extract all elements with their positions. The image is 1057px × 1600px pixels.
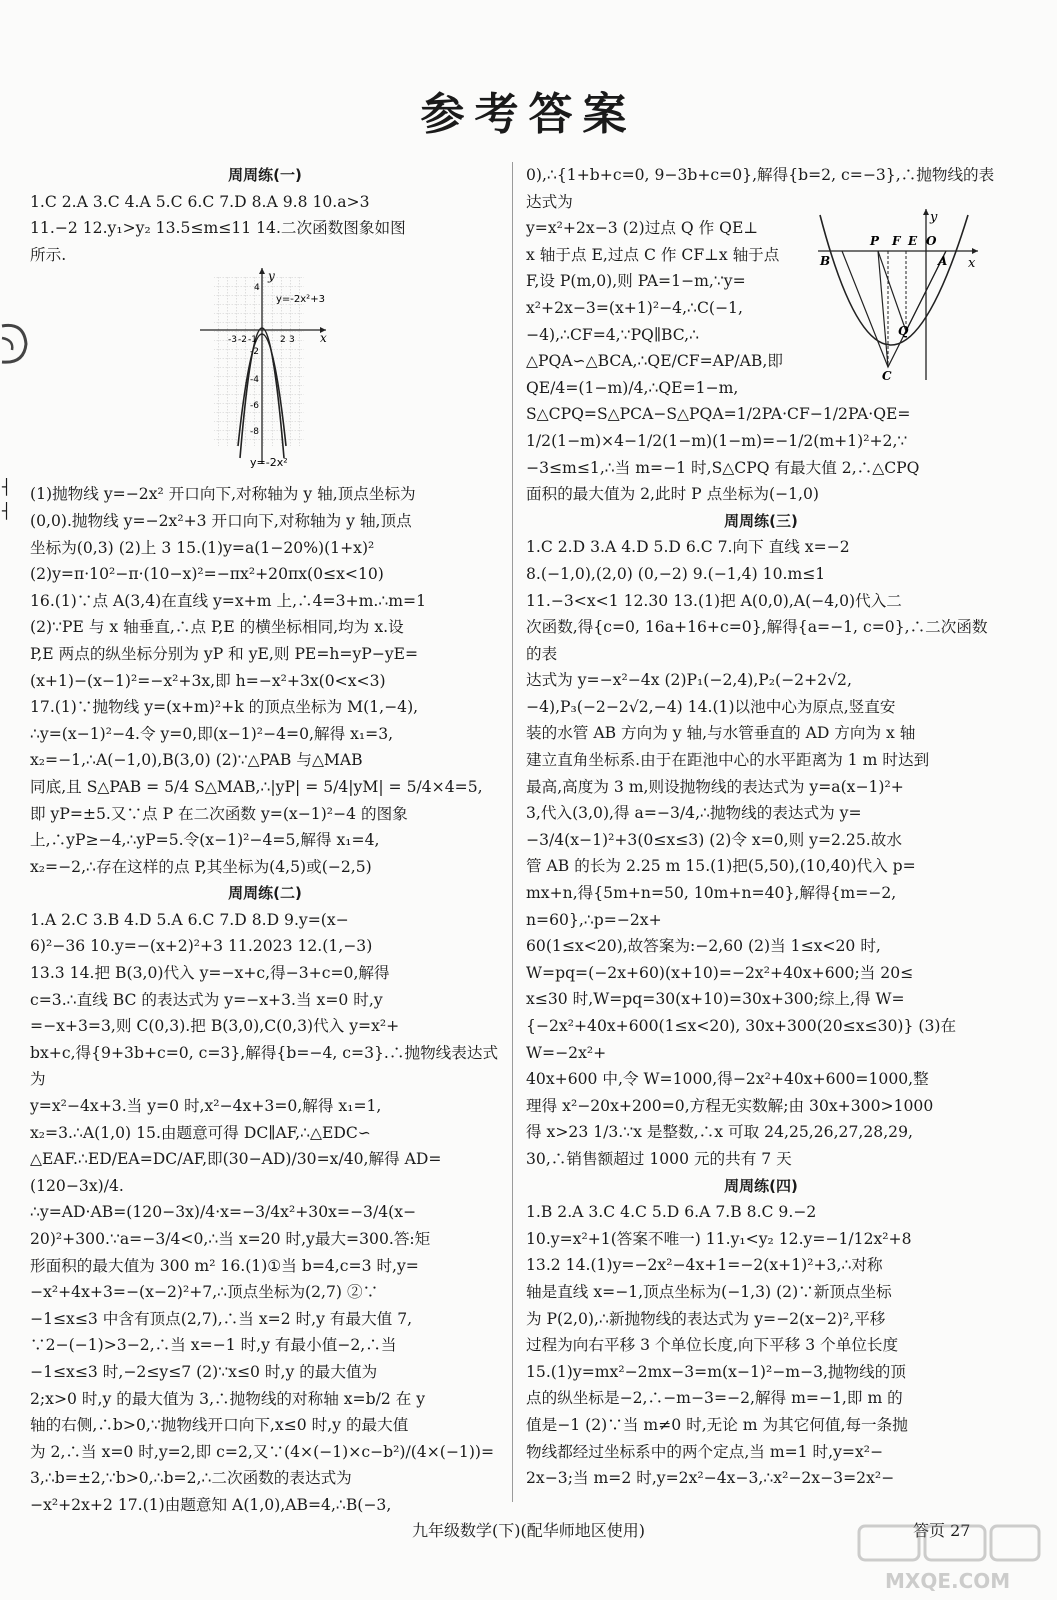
geometry-figure [818, 205, 988, 380]
text-line: 管 AB 的长为 2.25 m 15.(1)把(5,50),(10,40)代入 p= [526, 857, 916, 876]
text-line: 11.−2 12.y₁>y₂ 13.5≤m≤11 14.二次函数图象如图 [30, 219, 406, 238]
text-line: 8.(−1,0),(2,0) (0,−2) 9.(−1,4) 10.m≤1 [526, 564, 826, 583]
text-line: 次函数,得{c=0, 16a+16+c=0},解得{a=−1, c=0},∴二次函数的表 [526, 618, 988, 663]
text-line: 3,∴b=±2,∵b>0,∴b=2,∴二次函数的表达式为 [30, 1469, 352, 1488]
text-line: 1.C 2.D 3.A 4.D 5.D 6.C 7.向下 直线 x=−2 [526, 538, 850, 557]
tick-label: -3 [228, 335, 237, 345]
text-line: 理得 x²−20x+200=0,方程无实数解;由 30x+300>1000 [526, 1096, 934, 1115]
text-line: 形面积的最大值为 300 m² 16.(1)①当 b=4,c=3 时,y= [30, 1256, 419, 1275]
x-axis-label: x [968, 256, 976, 271]
text-line: 达式为 y=−x²−4x (2)P₁(−2,4),P₂(−2+2√2, [526, 671, 852, 690]
text-line: 16.(1)∵点 A(3,4)在直线 y=x+m 上,∴4=3+m.∴m=1 [30, 591, 427, 610]
text-line: 值是−1 (2)∵当 m≠0 时,无论 m 为其它何值,每一条抛 [526, 1415, 908, 1434]
watermark-logo [855, 1522, 1045, 1594]
text-line: ∵2−(−1)>3−2,∴当 x=−1 时,y 有最小值−2,∴当 [30, 1336, 397, 1355]
text-line: 轴的右侧,∴b>0,∵抛物线开口向下,x≤0 时,y 的最大值 [30, 1416, 409, 1435]
text-line: y=x²+2x−3 (2)过点 Q 作 QE⊥ [526, 219, 759, 238]
section-title: 周周练(四) [724, 1176, 798, 1195]
text-line: (2)∵PE 与 x 轴垂直,∴点 P,E 的横坐标相同,均为 x.设 [30, 618, 404, 637]
text-line: 6)²−36 10.y=−(x+2)²+3 11.2023 12.(1,−3) [30, 937, 373, 956]
text-line: W=pq=(−2x+60)(x+10)=−2x²+40x+600;当 20≤ [526, 963, 914, 982]
text-line: S△CPQ=S△PCA−S△PQA=1/2PA·CF−1/2PA·QE= [526, 405, 911, 424]
text-line: x≤30 时,W=pq=30(x+10)=30x+300;综上,得 W= [526, 990, 905, 1009]
text-line: QE/4=(1−m)/4,∴QE=1−m, [526, 378, 739, 397]
text-line: 点的纵坐标是−2,∴−m−3=−2,解得 m=−1,即 m 的 [526, 1389, 903, 1408]
text-line: −3≤m≤1,∴当 m=−1 时,S△CPQ 有最大值 2,∴△CPQ [526, 458, 920, 477]
text-line: 为 2,∴当 x=0 时,y=2,即 c=2,又∵(4×(−1)×c−b²)/(4×(−1))= [30, 1442, 495, 1461]
text-line: y=x²−4x+3.当 y=0 时,x²−4x+3=0,解得 x₁=1, [30, 1097, 382, 1116]
text-line: 物线都经过坐标系中的两个定点,当 m=1 时,y=x²− [526, 1442, 884, 1461]
text-line: 60(1≤x<20),故答案为:−2,60 (2)当 1≤x<20 时, [526, 937, 881, 956]
curve-label: y=-2x²+3 [276, 294, 325, 305]
text-line: x₂=−1,∴A(−1,0),B(3,0) (2)∵△PAB 与△MAB [30, 751, 363, 770]
text-line: mx+n,得{5m+n=50, 10m+n=40},解得{m=−2, n=60},∴p=−2x+ [526, 884, 897, 929]
section-title: 周周练(一) [228, 166, 302, 184]
text-line: 17.(1)∵抛物线 y=(x+m)²+k 的顶点坐标为 M(1,−4), [30, 698, 419, 717]
text-line: −1≤x≤3 时,−2≤y≤7 (2)∵x≤0 时,y 的最大值为 [30, 1362, 378, 1381]
text-line: 1/2(1−m)×4−1/2(1−m)(1−m)=−1/2(m+1)²+2,∵ [526, 431, 908, 450]
text-line: 1.A 2.C 3.B 4.D 5.A 6.C 7.D 8.D 9.y=(x− [30, 910, 349, 929]
page-footer: 九年级数学(下)(配华师地区使用) [412, 1521, 645, 1540]
point-label: P [870, 234, 880, 248]
point-label: B [820, 254, 831, 268]
text-line: x 轴于点 E,过点 C 作 CF⊥x 轴于点 [526, 245, 780, 264]
tick-label: -1 [248, 335, 257, 345]
tick-label: -8 [250, 427, 259, 437]
text-line: (x+1)−(x−1)²=−x²+3x,即 h=−x²+3x(0<x<3) [30, 671, 386, 690]
text-line: △EAF.∴ED/EA=DC/AF,即(30−AD)/30=x/40,解得 AD=(120−3x)/4. [30, 1150, 442, 1195]
text-line: 1.C 2.A 3.C 4.A 5.C 6.C 7.D 8.A 9.8 10.a>3 [30, 192, 370, 211]
column-divider [512, 162, 513, 1502]
text-line: 13.2 14.(1)y=−2x²−4x+1=−2(x+1)²+3,∴对称 [526, 1256, 883, 1275]
text-line: 10.y=x²+1(答案不唯一) 11.y₁<y₂ 12.y=−1/12x²+8 [526, 1229, 912, 1248]
text-line: △PQA∽△BCA,∴QE/CF=AP/AB,即 [526, 352, 783, 371]
text-line: (2)y=π·10²−π·(10−x)²=−πx²+20πx(0≤x<10) [30, 565, 384, 584]
text-line: 2x−3;当 m=2 时,y=2x²−4x−3,∴x²−2x−3=2x²− [526, 1469, 895, 1488]
text-line: {−2x²+40x+600(1≤x<20), 30x+300(20≤x≤30)} (3)在 W=−2x²+ [526, 1017, 957, 1062]
text-line: P,E 两点的纵坐标分别为 yP 和 yE,则 PE=h=yP−yE= [30, 644, 419, 663]
text-line: 同底,且 S△PAB = 5/4 S△MAB,∴|yP| = 5/4|yM| = 5/4×4=5, [30, 777, 483, 796]
point-label: E [908, 234, 918, 248]
text-line: 装的水管 AB 方向为 y 轴,与水管垂直的 AD 方向为 x 轴 [526, 724, 916, 743]
text-line: 20)²+300.∵a=−3/4<0,∴当 x=20 时,y最大=300.答:矩 [30, 1230, 431, 1248]
text-line: −x²+4x+3=−(x−2)²+7,∴顶点坐标为(2,7) ②∵ [30, 1283, 379, 1302]
text-line: 所示. [30, 245, 67, 264]
text-line: 11.−3<x<1 12.30 13.(1)把 A(0,0),A(−4,0)代入二 [526, 591, 902, 610]
tick-label: 2 [280, 335, 286, 345]
point-label: F [892, 234, 901, 248]
tick-label: -4 [250, 375, 259, 385]
text-line: F,设 P(m,0),则 PA=1−m,∵y= [526, 272, 746, 291]
x-axis-label: x [320, 331, 327, 345]
text-line: 3,代入(3,0),得 a=−3/4,∴抛物线的表达式为 y= [526, 804, 862, 823]
text-line: 面积的最大值为 2,此时 P 点坐标为(−1,0) [526, 485, 819, 504]
point-label: O [926, 234, 937, 248]
text-line: 13.3 14.把 B(3,0)代入 y=−x+c,得−3+c=0,解得 [30, 964, 390, 983]
text-line: −3/4(x−1)²+3(0≤x≤3) (2)令 x=0,则 y=2.25.故水 [526, 830, 902, 849]
curve-label: y=-2x² [250, 456, 288, 468]
section-title: 周周练(二) [228, 884, 302, 903]
text-line: 30,∴销售额超过 1000 元的共有 7 天 [526, 1149, 792, 1168]
text-line: 上,∴yP≥−4,∴yP=5.令(x−1)²−4=5,解得 x₁=4, [30, 831, 380, 850]
text-line: (1)抛物线 y=−2x² 开口向下,对称轴为 y 轴,顶点坐标为 [30, 485, 416, 504]
text-line: 得 x>23 1/3.∵x 是整数,∴x 可取 24,25,26,27,28,29, [526, 1123, 913, 1142]
text-line: 1.B 2.A 3.C 4.C 5.D 6.A 7.B 8.C 9.−2 [526, 1203, 817, 1222]
y-axis-label: y [268, 269, 275, 283]
text-line: −x²+2x+2 17.(1)由题意知 A(1,0),AB=4,∴B(−3, [30, 1495, 392, 1514]
binder-mark: ┤ [2, 502, 12, 520]
text-line: 40x+600 中,令 W=1000,得−2x²+40x+600=1000,整 [526, 1070, 929, 1089]
text-line: =−x+3=3,则 C(0,3).把 B(3,0),C(0,3)代入 y=x²+ [30, 1017, 400, 1036]
tick-label: -2 [238, 335, 247, 345]
text-line: ∴y=(x−1)²−4.令 y=0,即(x−1)²−4=0,解得 x₁=3, [30, 724, 394, 743]
text-line: 15.(1)y=mx²−2mx−3=m(x−1)²−m−3,抛物线的顶 [526, 1362, 906, 1381]
text-line: (0,0).抛物线 y=−2x²+3 开口向下,对称轴为 y 轴,顶点 [30, 511, 412, 530]
tick-label: -6 [250, 401, 259, 411]
text-line: −4),P₃(−2−2√2,−4) 14.(1)以池中心为原点,竖直安 [526, 697, 896, 716]
point-label: C [882, 369, 892, 380]
watermark-text: MXQE.COM [885, 1569, 1011, 1593]
text-line: c=3.∴直线 BC 的表达式为 y=−x+3.当 x=0 时,y [30, 990, 383, 1009]
text-line: 即 yP=±5.又∵点 P 在二次函数 y=(x−1)²−4 的图象 [30, 804, 408, 823]
text-line: −1≤x≤3 中含有顶点(2,7),∴当 x=2 时,y 有最大值 7, [30, 1309, 413, 1328]
parabola-figure [200, 268, 340, 468]
tick-label: -2 [250, 347, 259, 357]
text-line: 建立直角坐标系.由于在距池中心的水平距离为 1 m 时达到 [526, 751, 930, 770]
page-title: 参考答案 [420, 89, 637, 140]
text-line: x²+2x−3=(x+1)²−4,∴C(−1, [526, 298, 743, 317]
text-line: 2;x>0 时,y 的最大值为 3,∴抛物线的对称轴 x=b/2 在 y [30, 1389, 426, 1408]
text-line: −4),∴CF=4,∵PQ∥BC,∴ [526, 325, 700, 344]
text-line: 0),∴{1+b+c=0, 9−3b+c=0},解得{b=2, c=−3},∴抛物线的表达式为 [526, 166, 995, 211]
binder-ring-icon [0, 318, 34, 378]
tick-label: 4 [254, 283, 260, 293]
text-line: ∴y=AD·AB=(120−3x)/4·x=−3/4x²+30x=−3/4(x− [30, 1203, 417, 1222]
text-line: 为 P(2,0),∴新抛物线的表达式为 y=−2(x−2)²,平移 [526, 1309, 886, 1328]
text-line: 过程为向右平移 3 个单位长度,向下平移 3 个单位长度 [526, 1336, 899, 1355]
point-label: A [938, 254, 948, 268]
text-line: x₂=−2,∴存在这样的点 P,其坐标为(4,5)或(−2,5) [30, 857, 372, 876]
binder-mark: ┤ [2, 478, 12, 496]
text-line: bx+c,得{9+3b+c=0, c=3},解得{b=−4, c=3}.∴抛物线表达式为 [30, 1043, 499, 1089]
section-title: 周周练(三) [724, 511, 798, 530]
page-number: 答页 27 [913, 1521, 971, 1540]
text-line: 最高,高度为 3 m,则设抛物线的表达式为 y=a(x−1)²+ [526, 777, 904, 796]
text-line: x₂=3.∴A(1,0) 15.由题意可得 DC∥AF,∴△EDC∽ [30, 1123, 371, 1142]
tick-label: 3 [289, 335, 295, 345]
point-label: Q [898, 324, 909, 338]
y-axis-label: y [930, 210, 938, 225]
text-line: 轴是直线 x=−1,顶点坐标为(−1,3) (2)∵新顶点坐标 [526, 1282, 892, 1301]
text-line: 坐标为(0,3) (2)上 3 15.(1)y=a(1−20%)(1+x)² [30, 538, 375, 557]
